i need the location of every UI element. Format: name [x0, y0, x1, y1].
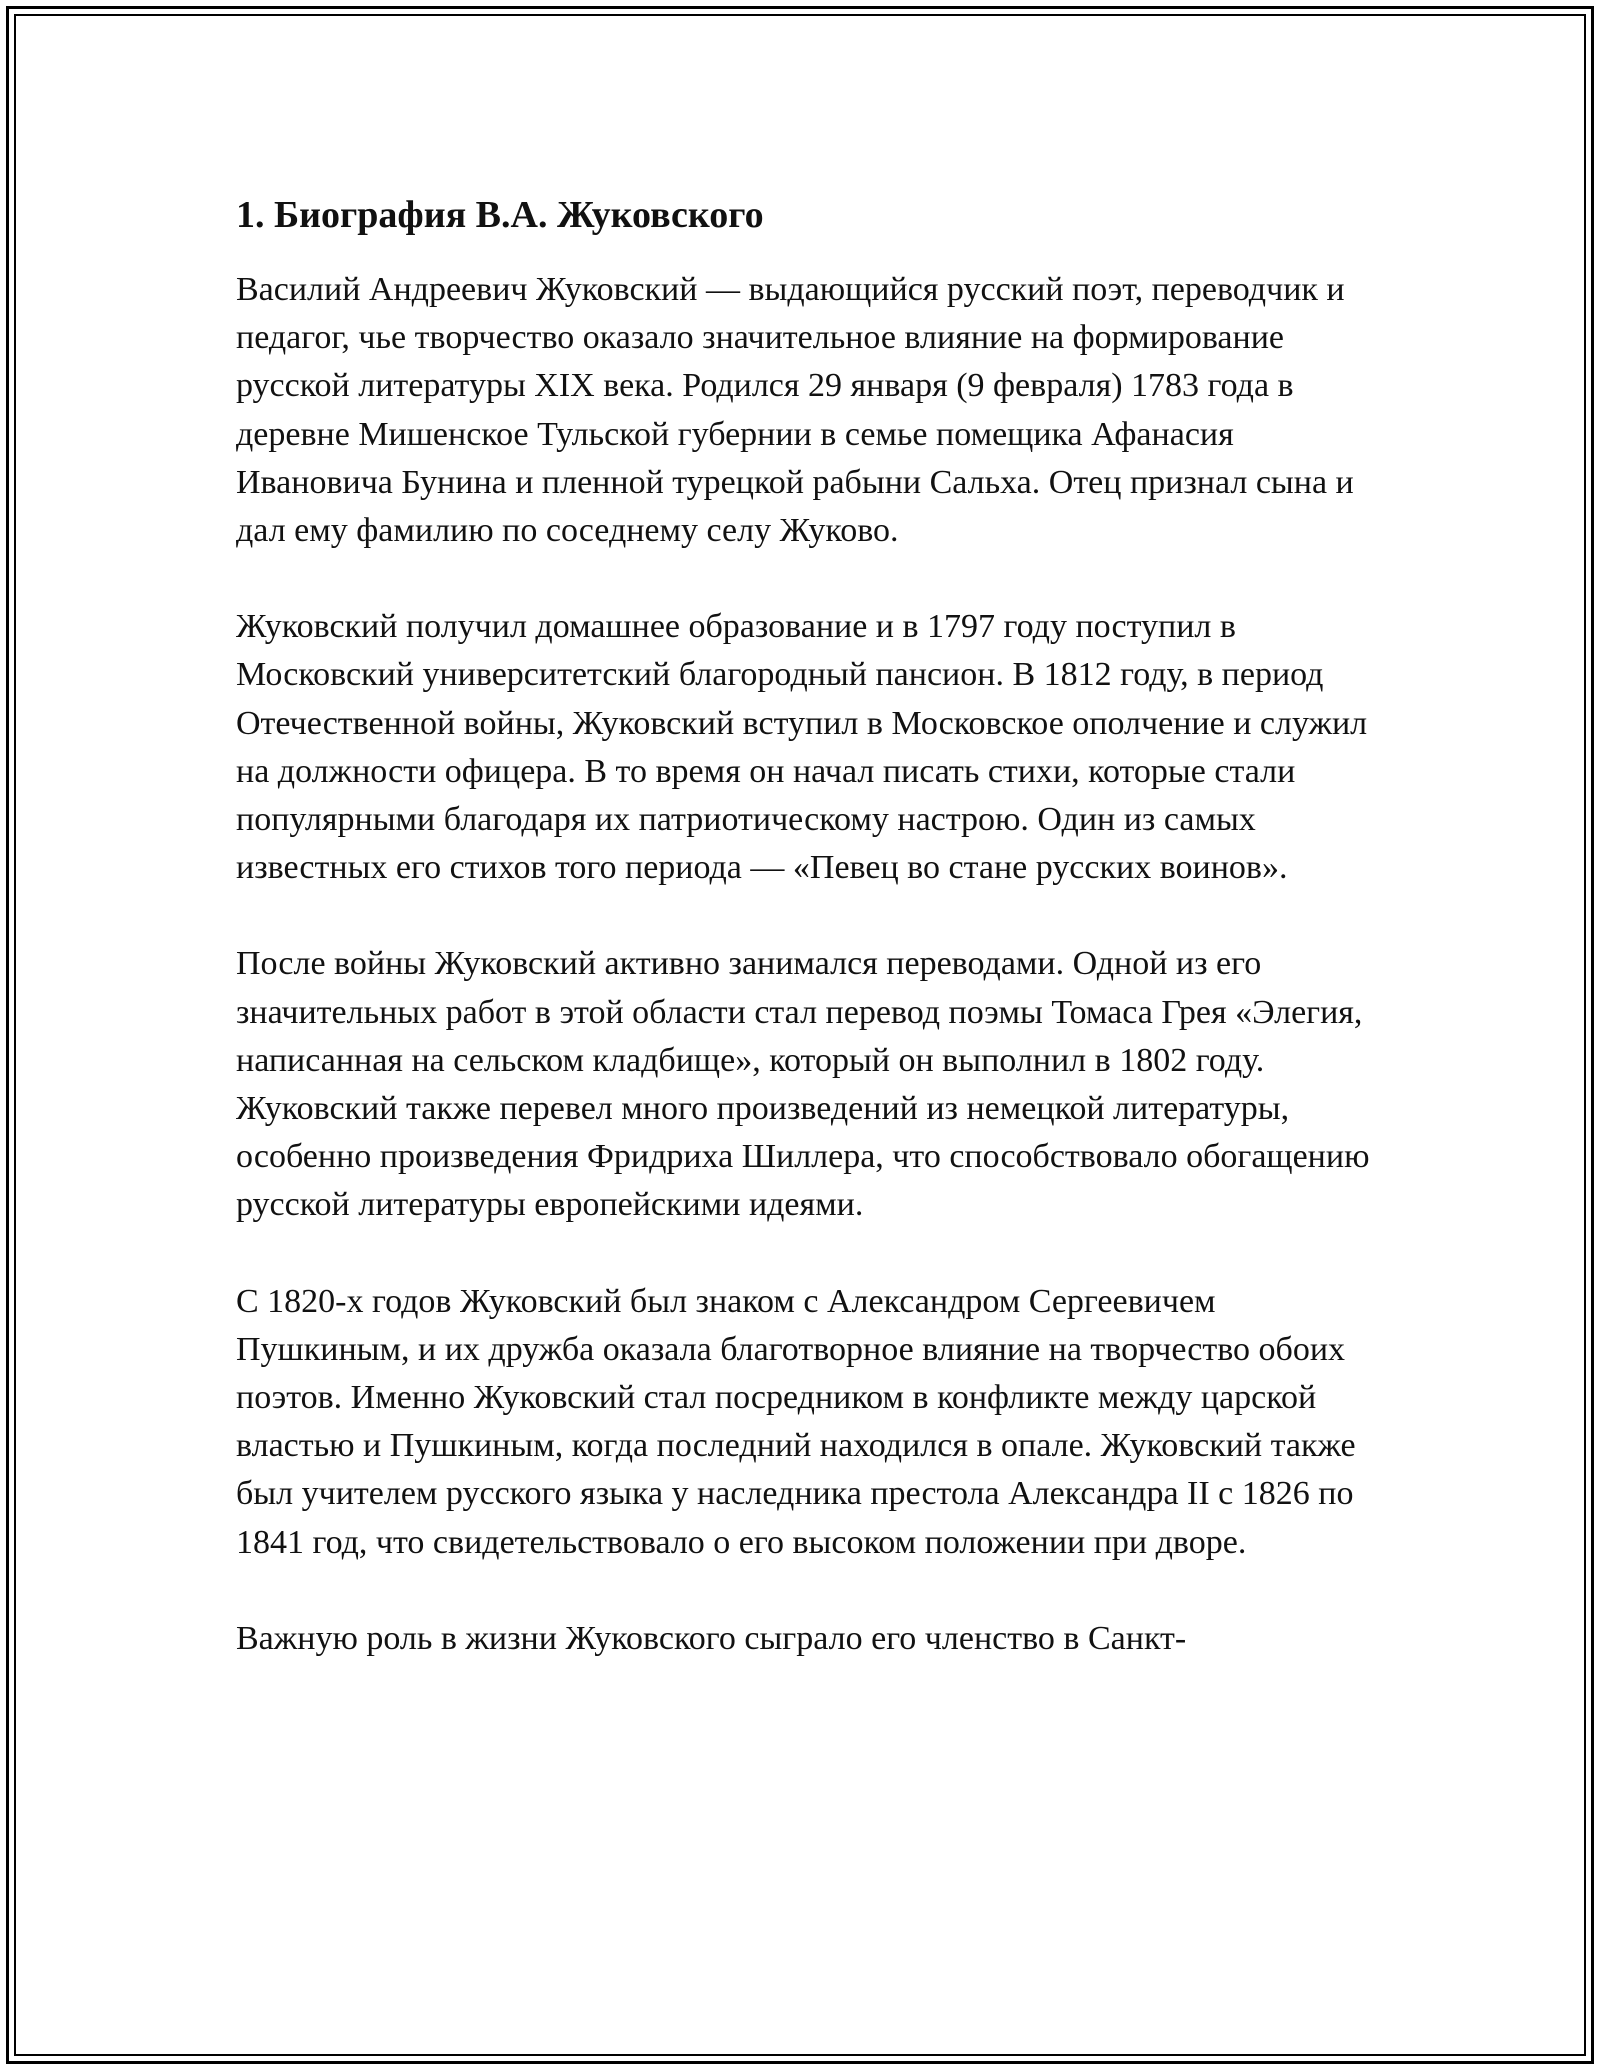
section-title: 1. Биография В.А. Жуковского	[236, 194, 764, 236]
paragraph-4: С 1820-х годов Жуковский был знаком с Александром Сергеевичем Пушкиным, и их дружба оказала благотворное влияние на творчество обоих поэтов. Именно Жуковский стал посредником в конфликте между царской властью и Пушкиным, когда последний находился в опале. Жуковский также был учителем русского языка у наследника престола Александра II с 1826 по 1841 год, что свидетельствовало о его высоком положении при дворе.	[236, 1282, 1356, 1561]
paragraph-2: Жуковский получил домашнее образование и в 1797 году поступил в Московский университетский благородный пансион. В 1812 году, в период Отечественной войны, Жуковский вступил в Московское ополчение и служил на должности офицера. В то время он начал писать стихи, которые стали популярными благодаря их патриотическому настрою. Один из самых известных его стихов того периода — «Певец во стане русских воинов».	[236, 608, 1368, 887]
paragraph-5: Важную роль в жизни Жуковского сыграло его членство в Санкт-	[236, 1619, 1187, 1657]
document-content	[236, 188, 1386, 1663]
paragraph-3: После войны Жуковский активно занимался переводами. Одной из его значительных работ в этой области стал перевод поэмы Томаса Грея «Элегия, написанная на сельском кладбище», который он выполнил в 1802 году. Жуковский также перевел много произведений из немецкой литературы, особенно произведения Фридриха Шиллера, что способствовало обогащению русской литературы европейскими идеями.	[236, 945, 1370, 1224]
paragraph-1: Василий Андреевич Жуковский — выдающийся русский поэт, переводчик и педагог, чье творчество оказало значительное влияние на формирование русской литературы XIX века. Родился 29 января (9 февраля) 1783 года в деревне Мишенское Тульской губернии в семье помещика Афанасия Ивановича Бунина и пленной турецкой рабыни Сальха. Отец признал сына и дал ему фамилию по соседнему селу Жуково.	[236, 271, 1354, 550]
